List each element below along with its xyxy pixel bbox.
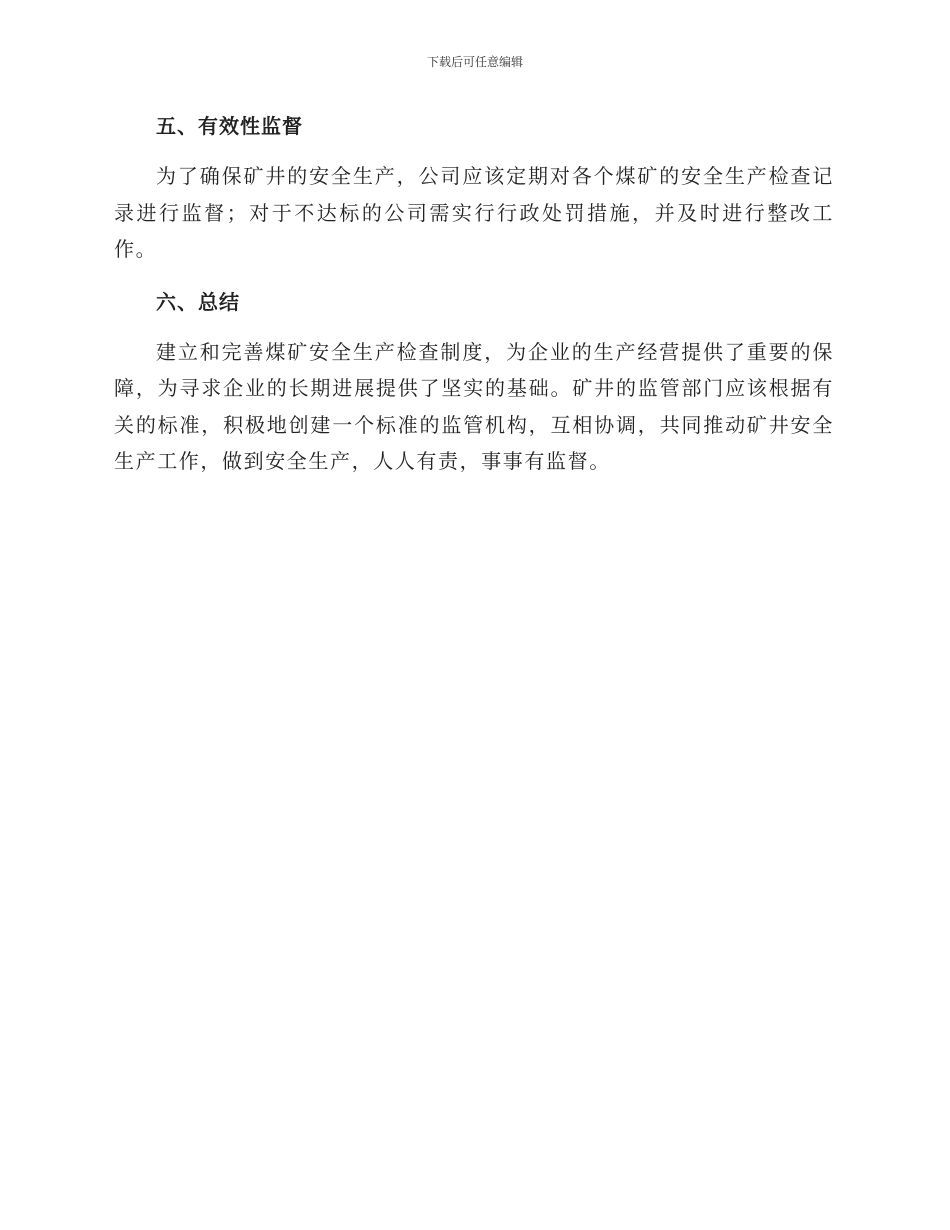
section-paragraph-summary: 建立和完善煤矿安全生产检查制度，为企业的生产经营提供了重要的保障，为寻求企业的长期进展提供了坚实的基础。矿井的监管部门应该根据有关的标准，积极地创建一个标准的监管机构，互相协调，共同推动矿井安全生产工作，做到安全生产，人人有责，事事有监督。 — [114, 339, 834, 473]
document-body — [114, 108, 834, 480]
section-heading-effectiveness-supervision: 五、有效性监督 — [156, 114, 303, 138]
section-heading-summary: 六、总结 — [156, 289, 240, 314]
section-paragraph-effectiveness-supervision: 为了确保矿井的安全生产，公司应该定期对各个煤矿的安全生产检查记录进行监督；对于不达标的公司需实行行政处罚措施，并及时进行整改工作。 — [114, 164, 834, 261]
page-header-note: 下载后可任意编辑 — [426, 55, 523, 69]
